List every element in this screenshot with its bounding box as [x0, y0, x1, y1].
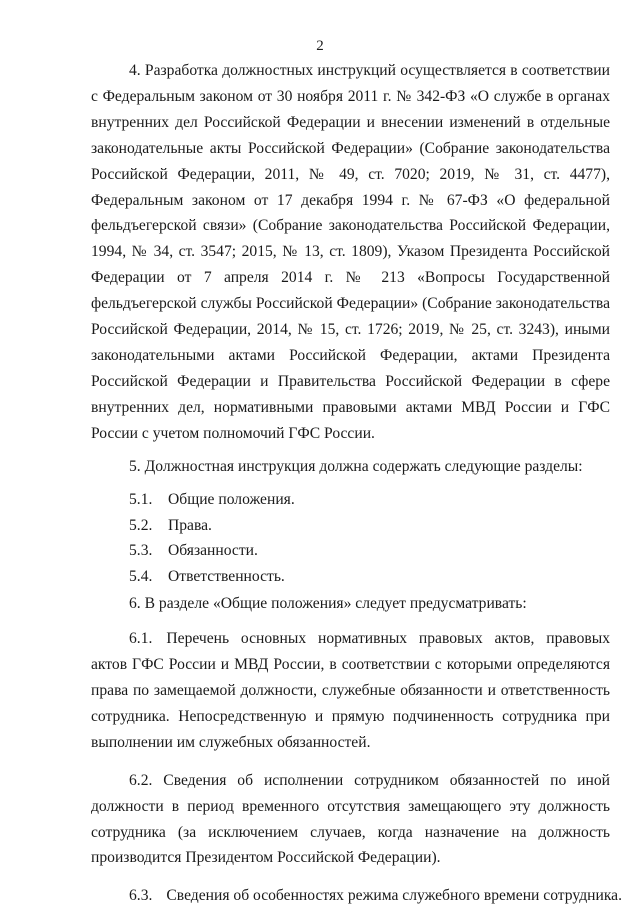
spacer: [91, 756, 610, 768]
paragraph-6-2: 6.2. Сведения об исполнении сотрудником обязанностей по иной должности в период временного отсутствия замещающего эту должность сотрудника (за исключением случаев, когда назначение на должность производится Президентом Российской Федерации).: [91, 771, 610, 867]
section-item-number: 5.4.: [129, 568, 153, 586]
paragraph-number: 6.1.: [129, 630, 153, 648]
spacer: [91, 479, 610, 487]
section-item-number: 5.3.: [129, 542, 153, 560]
paragraph-number: 6.3.: [129, 887, 153, 905]
document-body: [91, 58, 622, 909]
section-item-text: Права.: [168, 516, 212, 534]
paragraph-5: 5. Должностная инструкция должна содержать следующие разделы:: [129, 457, 583, 475]
spacer: [91, 871, 610, 883]
section-item-5-3: [91, 538, 610, 564]
section-item-text: Общие положения.: [168, 490, 295, 508]
section-item-text: Обязанности.: [168, 542, 258, 560]
page-number: 2: [316, 38, 324, 54]
paragraph-6-1: [91, 626, 610, 756]
section-item-5-1: [91, 487, 610, 513]
spacer: [91, 616, 610, 626]
paragraph-6: 6. В разделе «Общие положения» следует предусматривать:: [129, 595, 527, 613]
paragraph-text: Сведения об особенностях режима служебного времени сотрудника.: [166, 887, 622, 905]
section-item-number: 5.2.: [129, 516, 153, 534]
spacer: [91, 447, 610, 455]
section-item-text: Ответственность.: [168, 568, 285, 586]
section-item-5-2: [91, 513, 610, 539]
paragraph-4: 4. Разработка должностных инструкций осуществляется в соответствии с Федеральным законом от 30 ноября 2011 г. № 342-ФЗ «О службе в органах внутренних дел Российской Федерации и внесении изменений в отдельные законодательные акты Российской Федерации» (Собрание законодательства Российской Федерации, 2011, № 49, ст. 7020; 2019, № 31, ст. 4477), Федеральным законом от 17 декабря 1994 г. № 67-ФЗ «О федеральной фельдъегерской связи» (Собрание законодательства Российской Федерации, 1994, № 34, ст. 3547; 2015, № 13, ст. 1809), Указом Президента Российской Федерации от 7 апреля 2014 г. № 213 «Вопросы Государственной фельдъегерской службы Российской Федерации» (Собрание законодательства Российской Федерации, 2014, № 15, ст. 1726; 2019, № 25, ст. 3243), иными законодательными актами Российской Федерации, актами Президента Российской Федерации и Правительства Российской Федерации в сфере внутренних дел, нормативными правовыми актами МВД России и ГФС России с учетом полномочий ГФС России.: [91, 62, 610, 442]
paragraph-6-3: [91, 883, 622, 909]
section-item-number: 5.1.: [129, 490, 153, 508]
section-item-5-4: [91, 564, 610, 590]
paragraph-text: Перечень основных нормативных правовых актов, правовых актов ГФС России и МВД России, в соответствии с которыми определяются права по замещаемой должности, служебные обязанности и ответственность сотрудника. Непосредственную и прямую подчиненность сотрудника при выполнении им служебных обязанностей.: [91, 630, 610, 751]
